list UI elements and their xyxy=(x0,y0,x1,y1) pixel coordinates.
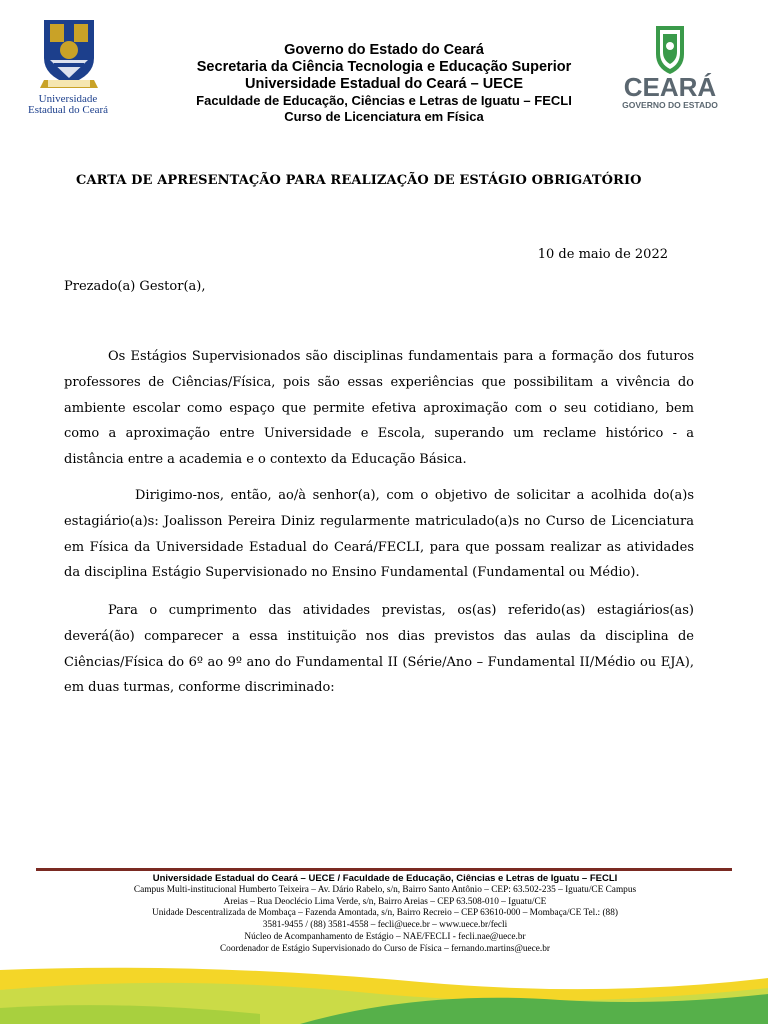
uece-crest-icon xyxy=(14,14,122,114)
header-line-secretariat: Secretaria da Ciência Tecnologia e Educação Superior xyxy=(196,59,572,75)
header-line-course: Curso de Licenciatura em Física xyxy=(284,109,484,124)
ceara-government-logo xyxy=(610,24,730,110)
footer-line-campus: Campus Multi-institucional Humberto Teixeira – Av. Dário Rabelo, s/n, Bairro Santo Antônio – CEP: 63.502-235 – Iguatu/CE Campus xyxy=(133,884,637,895)
paragraph-3 xyxy=(64,598,694,701)
paragraph-2-text: Dirigimo-nos, então, ao/à senhor(a), com o objetivo de solicitar a acolhida do(a)s estagiário(a)s: Joalisson Pereira Diniz regularmente matriculado(a)s no Curso de Licenciatura em Física da Universidade Estadual do Ceará/FECLI, para que possam realizar as atividades da disciplina Estágio Supervisionado no Ensino Fundamental (Fundamental ou Médio). xyxy=(64,488,694,581)
svg-text:Universidade: Universidade xyxy=(38,93,98,105)
header-line-university: Universidade Estadual do Ceará – UECE xyxy=(244,76,523,92)
svg-text:Estadual do Ceará: Estadual do Ceará xyxy=(27,104,109,114)
paragraph-2 xyxy=(64,483,694,586)
paragraph-3-text: Para o cumprimento das atividades previstas, os(as) referido(as) estagiários(as) deverá(ão) comparecer a essa instituição nos dias previstos das aulas da disciplina de Ciências/Física do 6º ao 9º ano do Fundamental II (Série/Ano – Fundamental II/Médio ou EJA), em duas turmas, conforme discriminado: xyxy=(64,603,694,696)
paragraph-1 xyxy=(64,344,694,473)
paragraph-1-text: Os Estágios Supervisionados são disciplinas fundamentais para a formação dos futuros professores de Ciências/Física, pois são essas experiências que possibilitam a vivência do ambiente escolar como espaço que permite efetiva aproximação com o seu cotidiano, bem como a aproximação entre Universidade e Escola, superando um reclame histórico - a distância entre a academia e o contexto da Educação Básica. xyxy=(64,349,694,468)
footer-line-coordinator: Coordenador de Estágio Supervisionado do Curso de Física – fernando.martins@uece.br xyxy=(219,943,550,954)
svg-text:GOVERNO DO ESTADO: GOVERNO DO ESTADO xyxy=(622,100,718,110)
footer-line-nae: Núcleo de Acompanhamento de Estágio – NAE/FECLI - fecli.nae@uece.br xyxy=(244,931,526,942)
salutation: Prezado(a) Gestor(a), xyxy=(64,279,206,294)
document-date: 10 de maio de 2022 xyxy=(537,247,668,262)
footer-line-contact: 3581-9455 / (88) 3581-4558 – fecli@uece.br – www.uece.br/fecli xyxy=(262,920,508,931)
svg-text:CEARÁ: CEARÁ xyxy=(623,72,717,102)
footer-title: Universidade Estadual do Ceará – UECE / Faculdade de Educação, Ciências e Letras de Iguatu – FECLI xyxy=(152,873,618,884)
wave-decoration-icon xyxy=(0,960,768,1024)
footer xyxy=(90,873,680,956)
document-title: CARTA DE APRESENTAÇÃO PARA REALIZAÇÃO DE ESTÁGIO OBRIGATÓRIO xyxy=(76,173,642,188)
footer-decorative-waves xyxy=(0,960,768,1024)
letterhead xyxy=(140,42,628,125)
ceara-shield-icon xyxy=(610,24,730,110)
footer-line-mombaca: Unidade Descentralizada de Mombaça – Fazenda Amontada, s/n, Bairro Recreio – CEP 63610-000 – Mombaça/CE Tel.: (88) xyxy=(152,908,618,919)
footer-divider xyxy=(36,868,732,871)
header-line-government: Governo do Estado do Ceará xyxy=(284,42,484,58)
uece-logo xyxy=(14,14,122,114)
footer-line-areias: Areias – Rua Deoclécio Lima Verde, s/n, Bairro Areias – CEP 63.508-010 – Iguatu/CE xyxy=(223,896,547,907)
header-line-faculty: Faculdade de Educação, Ciências e Letras de Iguatu – FECLI xyxy=(196,93,572,108)
